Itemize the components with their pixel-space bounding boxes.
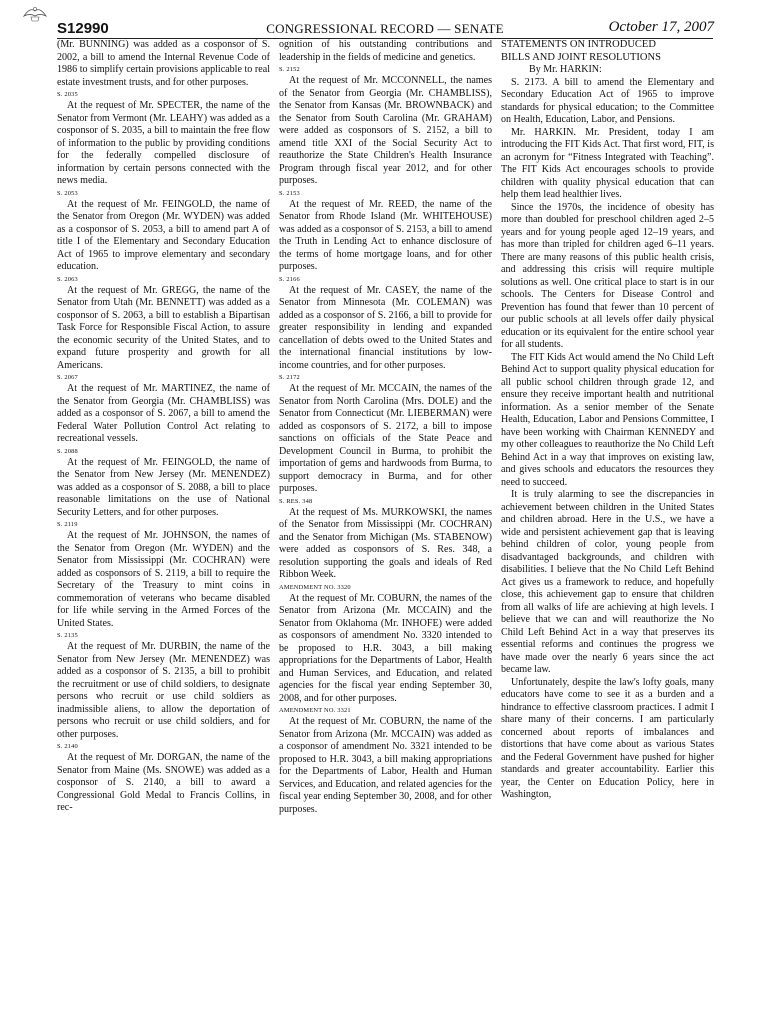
paragraph: At the request of Mr. FEINGOLD, the name of the Senator from New Jersey (Mr. MENENDEZ) was added as a cosponsor of S. 2088, a bill to place reasonable limitations on the use of National Security Letters, and for other purposes. [57,456,270,518]
running-head: CONGRESSIONAL RECORD — SENATE [266,21,504,36]
sponsor-byline: By Mr. HARKIN: [529,64,602,75]
paragraph: At the request of Mr. DORGAN, the name of the Senator from Maine (Ms. SNOWE) was added as a cosponsor of S. 2140, a bill to award a Congressional Gold Medal to Francis Collins, in rec- [57,752,270,813]
bill-number-heading: S. 2152 [279,66,300,73]
page-number: S12990 [57,20,109,37]
paragraph: At the request of Mr. COBURN, the names of the Senator from Arizona (Mr. MCCAIN) and the Senator from Oklahoma (Mr. INHOFE) were added as cosponsors of amendment No. 3320 intended to be proposed to H.R. 3043, a bill making appropriations for the Departments of Labor, Health and Human Services, and Education, and related agencies for the fiscal year ending September 30, 2008, and for other purposes. [279,592,492,704]
bill-number-heading: S. 2088 [57,447,78,455]
column-3 [501,39,714,1019]
bill-number-heading: S. 2153 [279,189,300,197]
section-heading: BILLS AND JOINT RESOLUTIONS [501,51,661,63]
paragraph: S. 2173. A bill to amend the Elementary and Secondary Education Act of 1965 to improve standards for physical education; to the Committee on Health, Education, Labor, and Pensions. [501,76,714,125]
paragraph: At the request of Mr. MARTINEZ, the name of the Senator from Georgia (Mr. CHAMBLISS) was added as a cosponsor of S. 2067, a bill to amend the Federal Water Pollution Control Act relating to recreational vessels. [57,383,270,444]
paragraph: Unfortunately, despite the law's lofty goals, many educators have come to see it as a burden and a hindrance to effective classroom practices. I admit I share many of their concerns. I am particularly concerned about reports of imbalances and distortions that have come about as various States and the Federal Government have pushed for higher standards and greater accountability. Earlier this year, the Center on Education Policy, here in Washington, [501,676,714,800]
paragraph: At the request of Mr. CASEY, the name of the Senator from Minnesota (Mr. COLEMAN) was added as a cosponsor of S. 2166, a bill to provide for greater responsibility in lending and expanded cancellation of debts owed to the United States and the international financial institutions by low-income countries, and for other purposes. [279,284,492,371]
bill-number-heading: S. 2053 [57,189,78,197]
paragraph: It is truly alarming to see the discrepancies in achievement between children in the United States and children abroad. Here in the U.S., we have a wide and persistent achievement gap that is leaving behind children of color, young people from disadvantaged backgrounds, and children with disabilities. I believe that the No Child Left Behind Act gives us a framework to reduce, and hopefully close, this achievement gap to ensure that children from all walks of life are achieving at high levels. I believe that we can and will reauthorize the No Child Left Behind Act in a way that preserves its essential reforms and continues the progress we have made over the nearly 6 years since the act became law. [501,489,714,675]
paragraph: Mr. HARKIN. Mr. President, today I am introducing the FIT Kids Act. That first word, FIT, is an acronym for “Fitness Integrated with Teaching”. The FIT Kids Act encourages schools to provide children with quality physical education that can help them lead healthier lives. [501,126,714,200]
bill-number-heading: S. 2067 [57,374,78,381]
paragraph: At the request of Mr. REED, the name of the Senator from Rhode Island (Mr. WHITEHOUSE) was added as a cosponsor of S. 2153, a bill to amend the Truth in Lending Act to enhance disclosure of the terms of home mortgage loans, and for other purposes. [279,198,492,272]
bill-number-heading: S. 2135 [57,632,78,639]
bill-number-heading: S. 2063 [57,275,78,283]
bill-number-heading: S. 2140 [57,743,78,750]
bill-number-heading: S. RES. 348 [279,497,313,505]
paragraph: At the request of Mr. SPECTER, the name of the Senator from Vermont (Mr. LEAHY) was added as a cosponsor of S. 2035, a bill to maintain the free flow of information to the public by providing conditions for the federally compelled disclosure of information by certain persons connected with the news media. [57,100,270,186]
paragraph: At the request of Mr. COBURN, the name of the Senator from Arizona (Mr. MCCAIN) was added as a cosponsor of amendment No. 3321 intended to be proposed to H.R. 3043, a bill making appropriations for the Departments of Labor, Health and Human Services, and Education, and related agencies for the fiscal year ending September 30, 2008, and for other purposes. [279,716,492,815]
paragraph: At the request of Mr. MCCONNELL, the names of the Senator from Georgia (Mr. CHAMBLISS), the Senator from Kansas (Mr. BROWNBACK) and the Senator from South Carolina (Mr. GRAHAM) were added as cosponsors of S. 2152, a bill to amend title XXI of the Social Security Act to reauthorize the State Children's Health Insurance Program through fiscal year 2012, and for other purposes. [279,75,492,186]
paragraph: (Mr. BUNNING) was added as a cosponsor of S. 2002, a bill to amend the Internal Revenue Code of 1986 to simplify certain provisions applicable to real estate investment trusts, and for other purposes. [57,39,270,88]
bill-number-heading: AMENDMENT NO. 3320 [279,583,351,591]
bill-number-heading: AMENDMENT NO. 3321 [279,707,351,714]
section-heading: STATEMENTS ON INTRODUCED [501,39,656,50]
paragraph: At the request of Mr. JOHNSON, the names of the Senator from Oregon (Mr. WYDEN) and the Senator from Mississippi (Mr. COCHRAN) were added as cosponsors of S. 2119, a bill to require the Secretary of the Treasury to mint coins in commemoration of veterans who became disabled for life while serving in the Armed Forces of the United States. [57,530,270,629]
paragraph: At the request of Mr. MCCAIN, the names of the Senator from North Carolina (Mrs. DOLE) and the Senator from Connecticut (Mr. LIEBERMAN) were added as cosponsors of S. 2172, a bill to impose sanctions on officials of the State Peace and Development Council in Burma, to prohibit the importation of gems and hardwoods from Burma, to support democracy in Burma, and for other purposes. [279,383,492,494]
paragraph: At the request of Ms. MURKOWSKI, the names of the Senator from Mississippi (Mr. COCHRAN) and the Senator from Michigan (Ms. STABENOW) were added as cosponsors of S. Res. 348, a resolution supporting the goals and ideals of Red Ribbon Week. [279,506,492,580]
bill-number-heading: S. 2166 [279,275,300,283]
bill-number-heading: S. 2119 [57,521,78,528]
paragraph: At the request of Mr. DURBIN, the name of the Senator from New Jersey (Mr. MENENDEZ) was added as a cosponsor of S. 2135, a bill to prohibit the recruitment or use of child soldiers, to designate persons who recruit or use child soldiers as inadmissible aliens, to allow the deportation of persons who recruit or use child soldiers, and for other purposes. [57,641,270,740]
paragraph: The FIT Kids Act would amend the No Child Left Behind Act to support quality physical education for all public school children through grade 12, and ensure they receive important health and nutritional information. As a senior member of the Senate Health, Education, Labor and Pensions Committee, I have been working with Chairman KENNEDY and my other colleagues to reauthorize the No Child Left Behind Act in a way that improves on existing law, and gives schools and educators the resources they need to succeed. [501,351,714,488]
paragraph: ognition of his outstanding contributions and leadership in the fields of medicine and genetics. [279,39,492,63]
column-1 [57,39,270,1019]
bill-number-heading: S. 2172 [279,374,300,381]
bill-number-heading: S. 2035 [57,91,78,98]
paragraph: Since the 1970s, the incidence of obesity has more than doubled for preschool children aged 2–5 years and for young people aged 12–19 years, and has more than tripled for children aged 6–11 years. There are many reasons of this public health crisis, and addressing this crisis will require multiple solutions as well. One critical place to start is in our schools. The Centers for Disease Control and Prevention has found that fewer than 10 percent of our public schools at all levels offer daily physical education or its equivalent for the entire school year for all students. [501,201,714,350]
paragraph: At the request of Mr. FEINGOLD, the name of the Senator from Oregon (Mr. WYDEN) was added as a cosponsor of S. 2053, a bill to amend part A of title I of the Elementary and Secondary Education Act of 1965 to improve elementary and secondary education. [57,198,270,272]
paragraph: At the request of Mr. GREGG, the name of the Senator from Utah (Mr. BENNETT) was added as a cosponsor of S. 2063, a bill to establish a Bipartisan Task Force for Responsible Fiscal Action, to assure the economic security of the United States, and to expand future prosperity and growth for all Americans. [57,284,270,371]
issue-date: October 17, 2007 [608,19,714,35]
column-2 [279,39,492,1019]
